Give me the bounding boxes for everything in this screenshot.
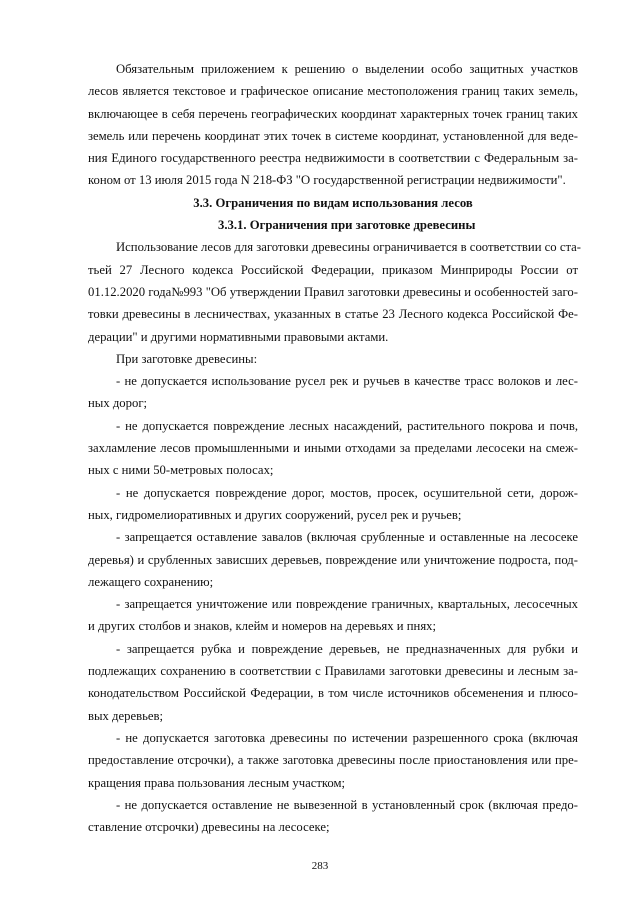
text-line: - не допускается заготовка древесины по истечении разрешенного срока (включая — [116, 730, 578, 745]
text-line: включающее в себя перечень географических координат характерных точек границ таких — [88, 106, 578, 121]
paragraph-intro — [88, 58, 578, 192]
paragraph-list-intro — [88, 348, 578, 370]
text-line: ставление отсрочки) древесины на лесосеке; — [88, 820, 330, 835]
list-item — [88, 415, 578, 482]
text-line: коном от 13 июля 2015 года N 218-ФЗ "О государственной регистрации недвижимости". — [88, 173, 566, 188]
text-line: товки древесины в лесничествах, указанных в статье 23 Лесного кодекса Российской Фе- — [88, 307, 578, 322]
text-line: - запрещается рубка и повреждение деревьев, не предназначенных для рубки и — [116, 641, 578, 656]
text-line: ных дорог; — [88, 396, 148, 411]
text-line: лежащего сохранению; — [88, 574, 214, 589]
text-line: предоставление отсрочки), а также заготовка древесины после приостановления или пре- — [88, 753, 578, 768]
text-line: - не допускается повреждение дорог, мостов, просек, осушительной сети, дорож- — [116, 485, 578, 500]
list-item — [88, 526, 578, 593]
text-line: тьей 27 Лесного кодекса Российской Федерации, приказом Минприроды России от — [88, 262, 578, 277]
text-line: ния Единого государственного реестра недвижимости в соответствии с Федеральным за- — [88, 151, 578, 166]
list-item — [88, 370, 578, 415]
paragraph-logging-rules — [88, 236, 582, 347]
text-line: кращения права пользования лесным участком; — [88, 775, 346, 790]
text-line: ных, гидромелиоративных и других сооружений, русел рек и ручьев; — [88, 507, 462, 522]
page-number: 283 — [311, 860, 329, 872]
text-line: - не допускается повреждение лесных насаждений, растительного покрова и почв, — [116, 418, 578, 433]
list-item — [88, 794, 578, 839]
text-line: При заготовке древесины: — [116, 351, 258, 366]
text-line: Использование лесов для заготовки древесины ограничивается в соответствии со ста- — [116, 240, 582, 255]
list-item — [88, 638, 578, 727]
text-line: - не допускается использование русел рек и ручьев в качестве трасс волоков и лес- — [116, 374, 578, 389]
text-line: земель или перечень координат этих точек в системе координат, установленной для веде- — [88, 128, 578, 143]
document-page — [88, 58, 582, 838]
text-line: конодательством Российской Федерации, в том числе источников обсеменения и плюсо- — [88, 686, 578, 701]
text-line: вых деревьев; — [88, 708, 164, 723]
section-heading: 3.3. Ограничения по видам использования лесов — [193, 195, 473, 210]
list-item — [88, 593, 578, 638]
text-line: подлежащих сохранению в соответствии с Правилами заготовки древесины и лесным за- — [88, 664, 578, 679]
text-line: 01.12.2020 года№993 "Об утверждении Правил заготовки древесины и особенностей заго- — [88, 284, 578, 299]
text-line: - запрещается уничтожение или повреждение граничных, квартальных, лесосечных — [116, 597, 578, 612]
text-line: - запрещается оставление завалов (включая срубленные и оставленные на лесосеке — [116, 530, 578, 545]
list-item — [88, 482, 578, 527]
text-line: и других столбов и знаков, клейм и номеров на деревьях и пнях; — [88, 619, 437, 634]
text-line: Обязательным приложением к решению о выделении особо защитных участков — [116, 62, 578, 76]
text-line: дерации" и другими нормативными правовыми актами. — [88, 329, 389, 344]
list-item — [88, 727, 578, 794]
text-line: - не допускается оставление не вывезенной в установленный срок (включая предо- — [116, 797, 578, 812]
text-line: захламление лесов промышленными и иными отходами за пределами лесосеки на смеж- — [88, 441, 578, 456]
text-line: деревья) и срубленных зависших деревьев, повреждение или уничтожение подроста, под- — [88, 552, 578, 567]
text-line: ных с ними 50-метровых полосах; — [88, 463, 274, 478]
text-line: лесов является текстовое и графическое описание местоположения границ таких земель, — [88, 84, 578, 99]
subsection-heading: 3.3.1. Ограничения при заготовке древесины — [218, 218, 476, 233]
